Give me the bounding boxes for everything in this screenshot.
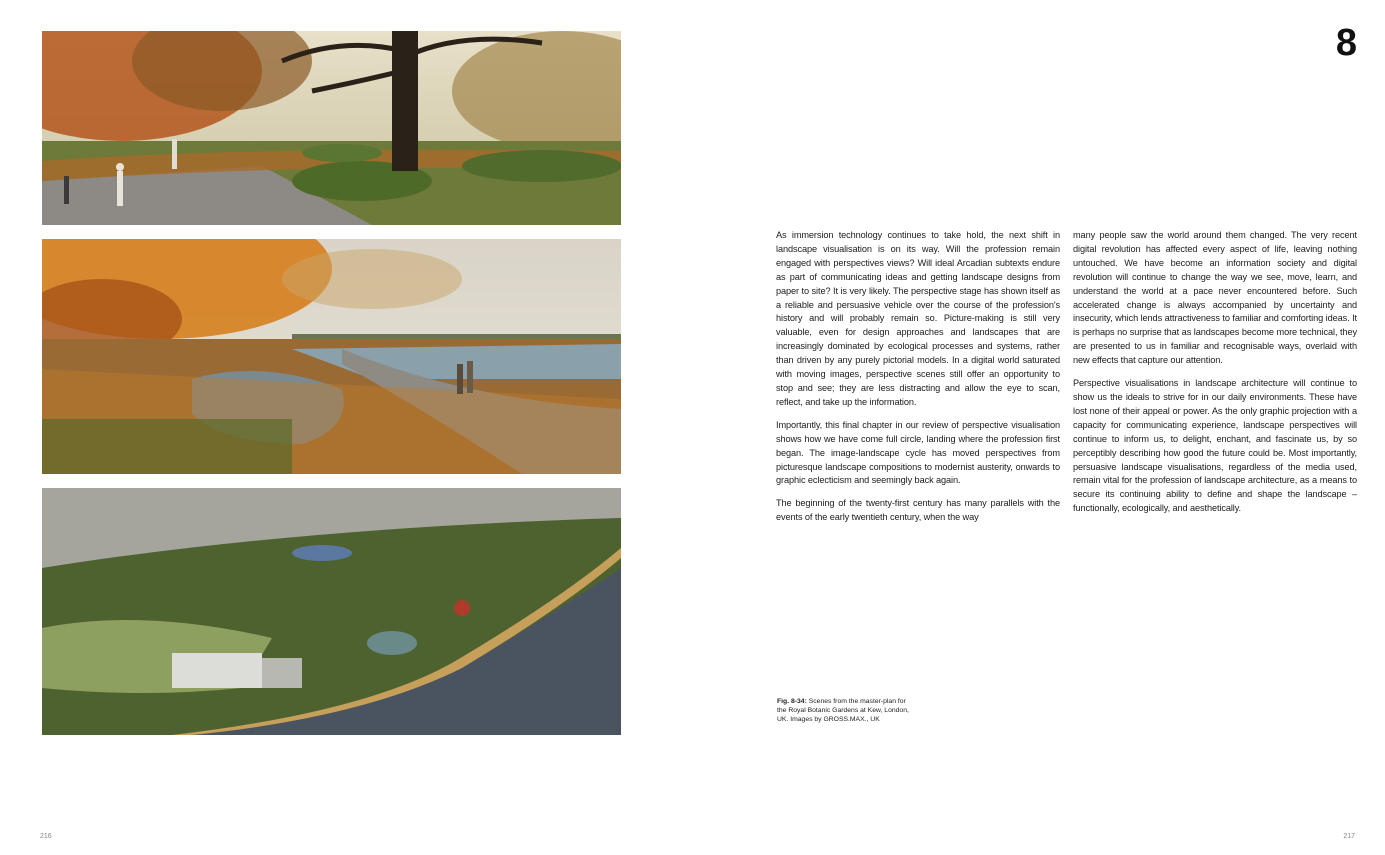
- paragraph: many people saw the world around them changed. The very recent digital revolution has affected every aspect of life, leaving nothing untouched. We have become an information society and digital revolution will continue to change the way we see, move, learn, and understand the world at a pace never encountered before. Such accelerated change is always accompanied by uncertainty and insecurity, which lends attractiveness to familiar and comforting ideas. It is perhaps no surprise that as landscapes become more technical, they are presented to us in familiar and recognisable ways, overlaid with new effects that capture our attention.: [1073, 230, 1357, 366]
- body-text-left-column: [776, 229, 1060, 534]
- paragraph: Perspective visualisations in landscape architecture will continue to show us the ideals to strive for in our daily environments. These have lost none of their appeal or power. As the only graphic projection with a capacity for communicating experience, landscape perspectives will continue to inform us, to delight, enchant, and fascinate us, by so perceptibly describing how good the future could be. Most importantly, persuasive landscape visualisations, regardless of the media used, remain vital for the profession of landscape architecture, as a means to secure its continuing ability to define and shape the landscape – functionally, ecologically, and aesthetically.: [1073, 378, 1357, 514]
- paragraph: As immersion technology continues to take hold, the next shift in landscape visualisation is on its way. Will the profession remain engaged with perspectives views? Will ideal Arcadian subtexts endure as part of communicating ideas and getting landscape designs from paper to site? It is very likely. The perspective stage has shown itself as a reliable and persuasive vehicle over the course of the profession's history and will probably remain so. Picture-making is still very valuable, even for design approaches and landscapes that are increasingly dominated by ecological processes and systems, rather than driven by any purely pictorial models. In a digital world saturated with moving images, perspective scenes still offer an opportunity to stop and see; they are less distracting and allow the eye to scan, reflect, and take up the information.: [776, 230, 1060, 407]
- page-number-right: 217: [1343, 833, 1355, 840]
- aerial-masterplan-image: [42, 488, 621, 735]
- figure-label: Fig. 8-34:: [777, 698, 807, 705]
- figure-caption-text: Scenes from the master-plan for the Royal Botanic Gardens at Kew, London, UK. Images by GROSS.MAX., UK: [777, 698, 909, 723]
- page-number-left: 216: [40, 833, 52, 840]
- body-text-right-column: [1073, 229, 1357, 525]
- paragraph: Importantly, this final chapter in our review of perspective visualisation shows how we have come full circle, landing where the profession first began. The image-landscape cycle has moved perspectives from picturesque landscape compositions to modernist austerity, onwards to graphic eclecticism and seemingly back again.: [776, 419, 1060, 486]
- chapter-number: 8: [1335, 22, 1357, 64]
- paragraph: The beginning of the twenty-first century has many parallels with the events of the early twentieth century, when the way: [776, 498, 1060, 523]
- garden-path-image: [42, 31, 621, 225]
- figure-caption: [777, 698, 909, 724]
- lakeside-path-image: [42, 239, 621, 474]
